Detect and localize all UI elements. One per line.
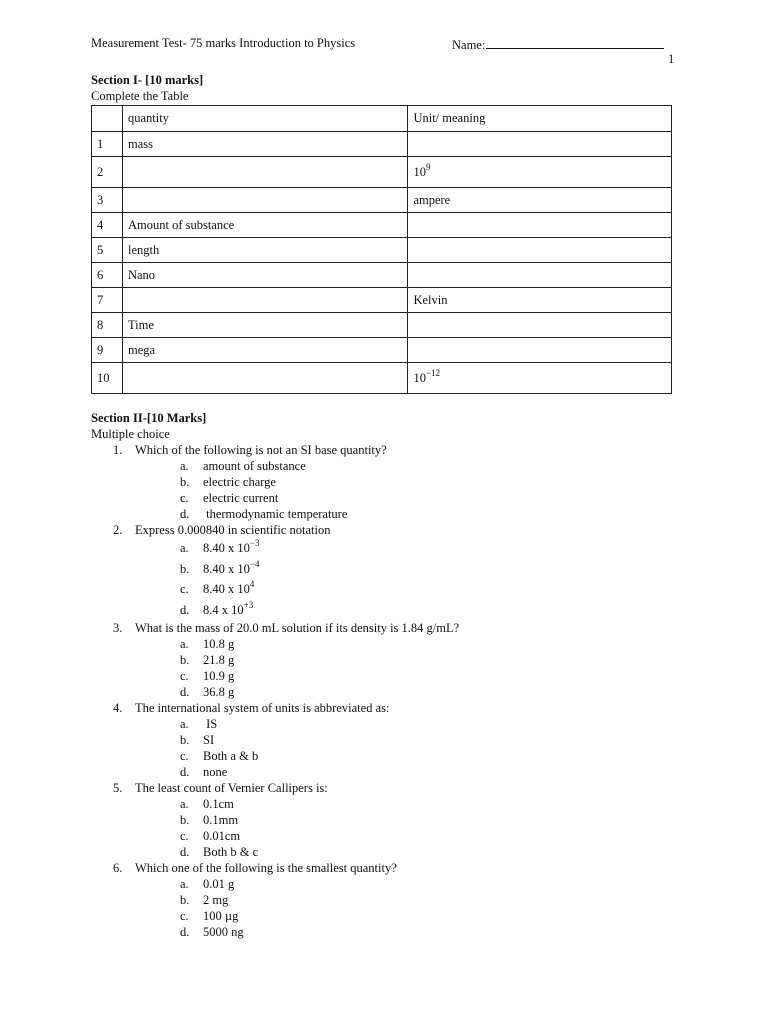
option-letter: c.: [180, 909, 189, 923]
option-text: electric current: [203, 491, 279, 505]
question-text: Which of the following is not an SI base quantity?: [135, 443, 387, 457]
quantity-cell: mega: [122, 338, 407, 363]
option-text: amount of substance: [203, 459, 306, 473]
question-text: Which one of the following is the smallest quantity?: [135, 861, 397, 875]
section-2-instruction: Multiple choice: [91, 427, 170, 441]
row-number-cell: 9: [92, 338, 123, 363]
option-exponent: 4: [249, 579, 255, 589]
answer-option: [180, 538, 691, 559]
unit-cell: [408, 338, 672, 363]
table-row: [92, 263, 672, 288]
table-row: [92, 238, 672, 263]
question-number: 4.: [113, 701, 123, 715]
table-row: [92, 132, 672, 157]
answer-option: [180, 732, 691, 748]
name-blank-line: [486, 36, 664, 49]
unit-text: Kelvin: [413, 292, 448, 307]
answer-option: [180, 474, 691, 490]
quantity-unit-table: [91, 105, 672, 394]
answer-option: [180, 579, 691, 600]
answer-option: [180, 828, 691, 844]
option-text: 8.40 x 10: [203, 582, 250, 596]
answer-option: [180, 559, 691, 580]
question-item: [113, 442, 691, 522]
option-text: electric charge: [203, 475, 276, 489]
option-text: 0.01cm: [203, 829, 241, 843]
unit-cell: [408, 313, 672, 338]
quantity-cell: Amount of substance: [122, 213, 407, 238]
question-number: 2.: [113, 523, 123, 537]
option-text: 0.01 g: [203, 877, 235, 891]
table-row: [92, 288, 672, 313]
option-letter: c.: [180, 829, 189, 843]
row-number-cell: 3: [92, 188, 123, 213]
answer-option: [180, 844, 691, 860]
option-letter: d.: [180, 685, 190, 699]
option-list: [180, 716, 691, 780]
option-letter: b.: [180, 893, 190, 907]
row-number-cell: 8: [92, 313, 123, 338]
unit-cell: [408, 363, 672, 394]
option-letter: a.: [180, 637, 189, 651]
row-number-cell: 4: [92, 213, 123, 238]
option-list: [180, 538, 691, 620]
test-title: Measurement Test- 75 marks Introduction to Physics: [91, 36, 356, 50]
option-exponent: +3: [243, 599, 254, 610]
answer-option: [180, 636, 691, 652]
answer-option: [180, 892, 691, 908]
row-number-cell: 2: [92, 157, 123, 188]
option-letter: b.: [180, 653, 190, 667]
unit-exponent: −12: [425, 367, 441, 378]
unit-cell: [408, 188, 672, 213]
option-letter: c.: [180, 582, 189, 596]
option-text: 5000 ng: [203, 925, 244, 939]
answer-option: [180, 716, 691, 732]
option-text: 0.1mm: [203, 813, 239, 827]
option-letter: b.: [180, 733, 190, 747]
table-body: [92, 106, 672, 394]
table-row: [92, 188, 672, 213]
answer-option: [180, 764, 691, 780]
option-letter: d.: [180, 507, 190, 521]
option-letter: b.: [180, 813, 190, 827]
name-label: Name:: [452, 38, 486, 52]
header-cell-num: [92, 106, 123, 132]
quantity-cell: mass: [122, 132, 407, 157]
answer-option: [180, 506, 691, 522]
unit-text: ampere: [413, 192, 451, 207]
option-list: [180, 796, 691, 860]
question-text: The least count of Vernier Callipers is:: [135, 781, 328, 795]
table-header-row: [92, 106, 672, 132]
option-text: 21.8 g: [203, 653, 235, 667]
option-exponent: −4: [249, 558, 260, 569]
option-letter: c.: [180, 669, 189, 683]
option-text: 36.8 g: [203, 685, 235, 699]
option-letter: d.: [180, 845, 190, 859]
row-number-cell: 5: [92, 238, 123, 263]
quantity-cell: Time: [122, 313, 407, 338]
option-list: [180, 636, 691, 700]
answer-option: [180, 876, 691, 892]
page-number: 1: [668, 52, 675, 66]
question-number: 3.: [113, 621, 123, 635]
name-field: [452, 36, 664, 53]
unit-cell: [408, 157, 672, 188]
answer-option: [180, 458, 691, 474]
row-number-cell: 1: [92, 132, 123, 157]
question-item: [113, 780, 691, 860]
question-text: The international system of units is abbreviated as:: [135, 701, 390, 715]
question-number: 1.: [113, 443, 123, 457]
question-list: [91, 442, 691, 940]
option-text: 8.4 x 10: [203, 602, 244, 617]
table-row: [92, 213, 672, 238]
row-number-cell: 7: [92, 288, 123, 313]
question-number: 5.: [113, 781, 123, 795]
option-letter: c.: [180, 491, 189, 505]
section-1-instruction: Complete the Table: [91, 89, 189, 103]
option-text: 100 µg: [203, 909, 239, 923]
answer-option: [180, 748, 691, 764]
option-letter: b.: [180, 475, 190, 489]
unit-cell: [408, 288, 672, 313]
section-2-title: Section II-[10 Marks]: [91, 411, 207, 425]
unit-text: 10: [413, 164, 426, 179]
unit-cell: [408, 263, 672, 288]
question-item: [113, 860, 691, 940]
table-row: [92, 338, 672, 363]
option-text: 0.1cm: [203, 797, 234, 811]
option-text: 8.40 x 10: [203, 541, 250, 555]
quantity-cell: [122, 288, 407, 313]
header-cell-unit: Unit/ meaning: [408, 106, 672, 132]
quantity-cell: [122, 188, 407, 213]
unit-text: 10: [413, 370, 426, 385]
quantity-cell: Nano: [122, 263, 407, 288]
option-text: none: [203, 765, 228, 779]
answer-option: [180, 684, 691, 700]
page-header: [91, 36, 681, 52]
answer-option: [180, 812, 691, 828]
option-letter: d.: [180, 602, 190, 617]
question-text: What is the mass of 20.0 mL solution if its density is 1.84 g/mL?: [135, 621, 460, 635]
question-item: [113, 522, 691, 620]
option-letter: a.: [180, 797, 189, 811]
option-text: 8.40 x 10: [203, 561, 250, 576]
section-1-title: Section I- [10 marks]: [91, 73, 204, 87]
answer-option: [180, 652, 691, 668]
row-number-cell: 6: [92, 263, 123, 288]
question-item: [113, 700, 691, 780]
unit-cell: [408, 213, 672, 238]
quantity-cell: [122, 363, 407, 394]
option-text: IS: [203, 717, 218, 731]
option-exponent: −3: [249, 538, 260, 548]
option-letter: b.: [180, 561, 190, 576]
option-text: 10.8 g: [203, 637, 235, 651]
option-list: [180, 458, 691, 522]
option-text: thermodynamic temperature: [203, 507, 348, 521]
question-text: Express 0.000840 in scientific notation: [135, 523, 331, 537]
header-cell-quantity: quantity: [122, 106, 407, 132]
section-2: [91, 410, 691, 940]
option-letter: a.: [180, 877, 189, 891]
option-letter: d.: [180, 765, 190, 779]
option-text: 2 mg: [203, 893, 229, 907]
option-text: SI: [203, 733, 215, 747]
answer-option: [180, 490, 691, 506]
option-text: Both b & c: [203, 845, 259, 859]
unit-cell: [408, 132, 672, 157]
answer-option: [180, 908, 691, 924]
answer-option: [180, 796, 691, 812]
table-row: [92, 363, 672, 394]
option-letter: a.: [180, 459, 189, 473]
option-letter: a.: [180, 717, 189, 731]
option-letter: d.: [180, 925, 190, 939]
row-number-cell: 10: [92, 363, 123, 394]
answer-option: [180, 924, 691, 940]
quantity-cell: length: [122, 238, 407, 263]
option-letter: c.: [180, 749, 189, 763]
option-letter: a.: [180, 541, 189, 555]
unit-exponent: 9: [425, 161, 431, 172]
answer-option: [180, 600, 691, 621]
section-1-heading: [91, 72, 203, 104]
question-item: [113, 620, 691, 700]
quantity-cell: [122, 157, 407, 188]
unit-cell: [408, 238, 672, 263]
option-text: 10.9 g: [203, 669, 235, 683]
answer-option: [180, 668, 691, 684]
question-number: 6.: [113, 861, 123, 875]
option-list: [180, 876, 691, 940]
table-row: [92, 157, 672, 188]
table-row: [92, 313, 672, 338]
option-text: Both a & b: [203, 749, 259, 763]
